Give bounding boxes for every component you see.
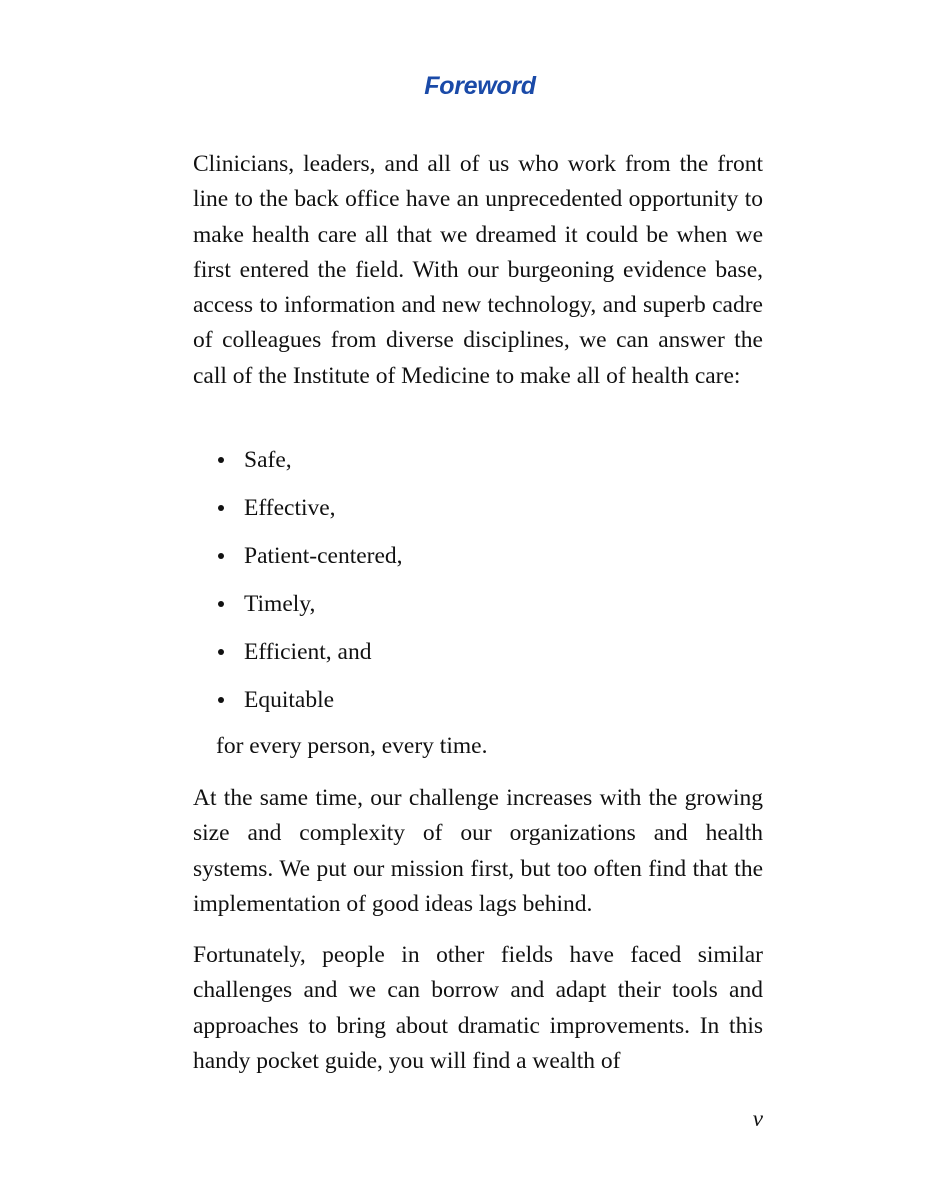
paragraph-challenge: At the same time, our challenge increases with the growing size and complexity of our organizations and health systems. We put our mission first, but too often find that the implementation of good ideas lags behind. [193,785,763,917]
quality-aims-list [218,442,403,730]
list-item [218,490,403,538]
paragraph-after-list: for every person, every time. [216,733,488,759]
paragraph-intro: Clinicians, leaders, and all of us who work from the front line to the back office have an unprecedented opportunity to make health care all that we dreamed it could be when we first entered the field. With our burgeoning evidence base, access to information and new technology, and superb cadre of colleagues from diverse disciplines, we can answer the call of the Institute of Medicine to make all of health care: [193,151,763,389]
page-number: v [752,1106,763,1131]
bullet-icon [218,697,224,703]
bullet-icon [218,505,224,511]
bullet-icon [218,553,224,559]
list-item-label: Effective, [244,495,336,521]
bullet-icon [218,457,224,463]
list-item-label: Safe, [244,447,292,473]
bullet-icon [218,649,224,655]
list-item-label: Patient-centered, [244,543,403,569]
paragraph-fortunately: Fortunately, people in other fields have faced similar challenges and we can borrow and adapt their tools and approaches to bring about dramatic improvements. In this handy pocket guide, you will find a wealth of [193,942,763,1074]
list-item [218,586,403,634]
list-item [218,538,403,586]
list-item [218,634,403,682]
list-item-label: Equitable [244,687,335,713]
list-item [218,682,403,730]
page-title: Foreword [424,72,536,100]
list-item-label: Efficient, and [244,639,372,665]
bullet-icon [218,601,224,607]
list-item [218,442,403,490]
list-item-label: Timely, [244,591,316,617]
